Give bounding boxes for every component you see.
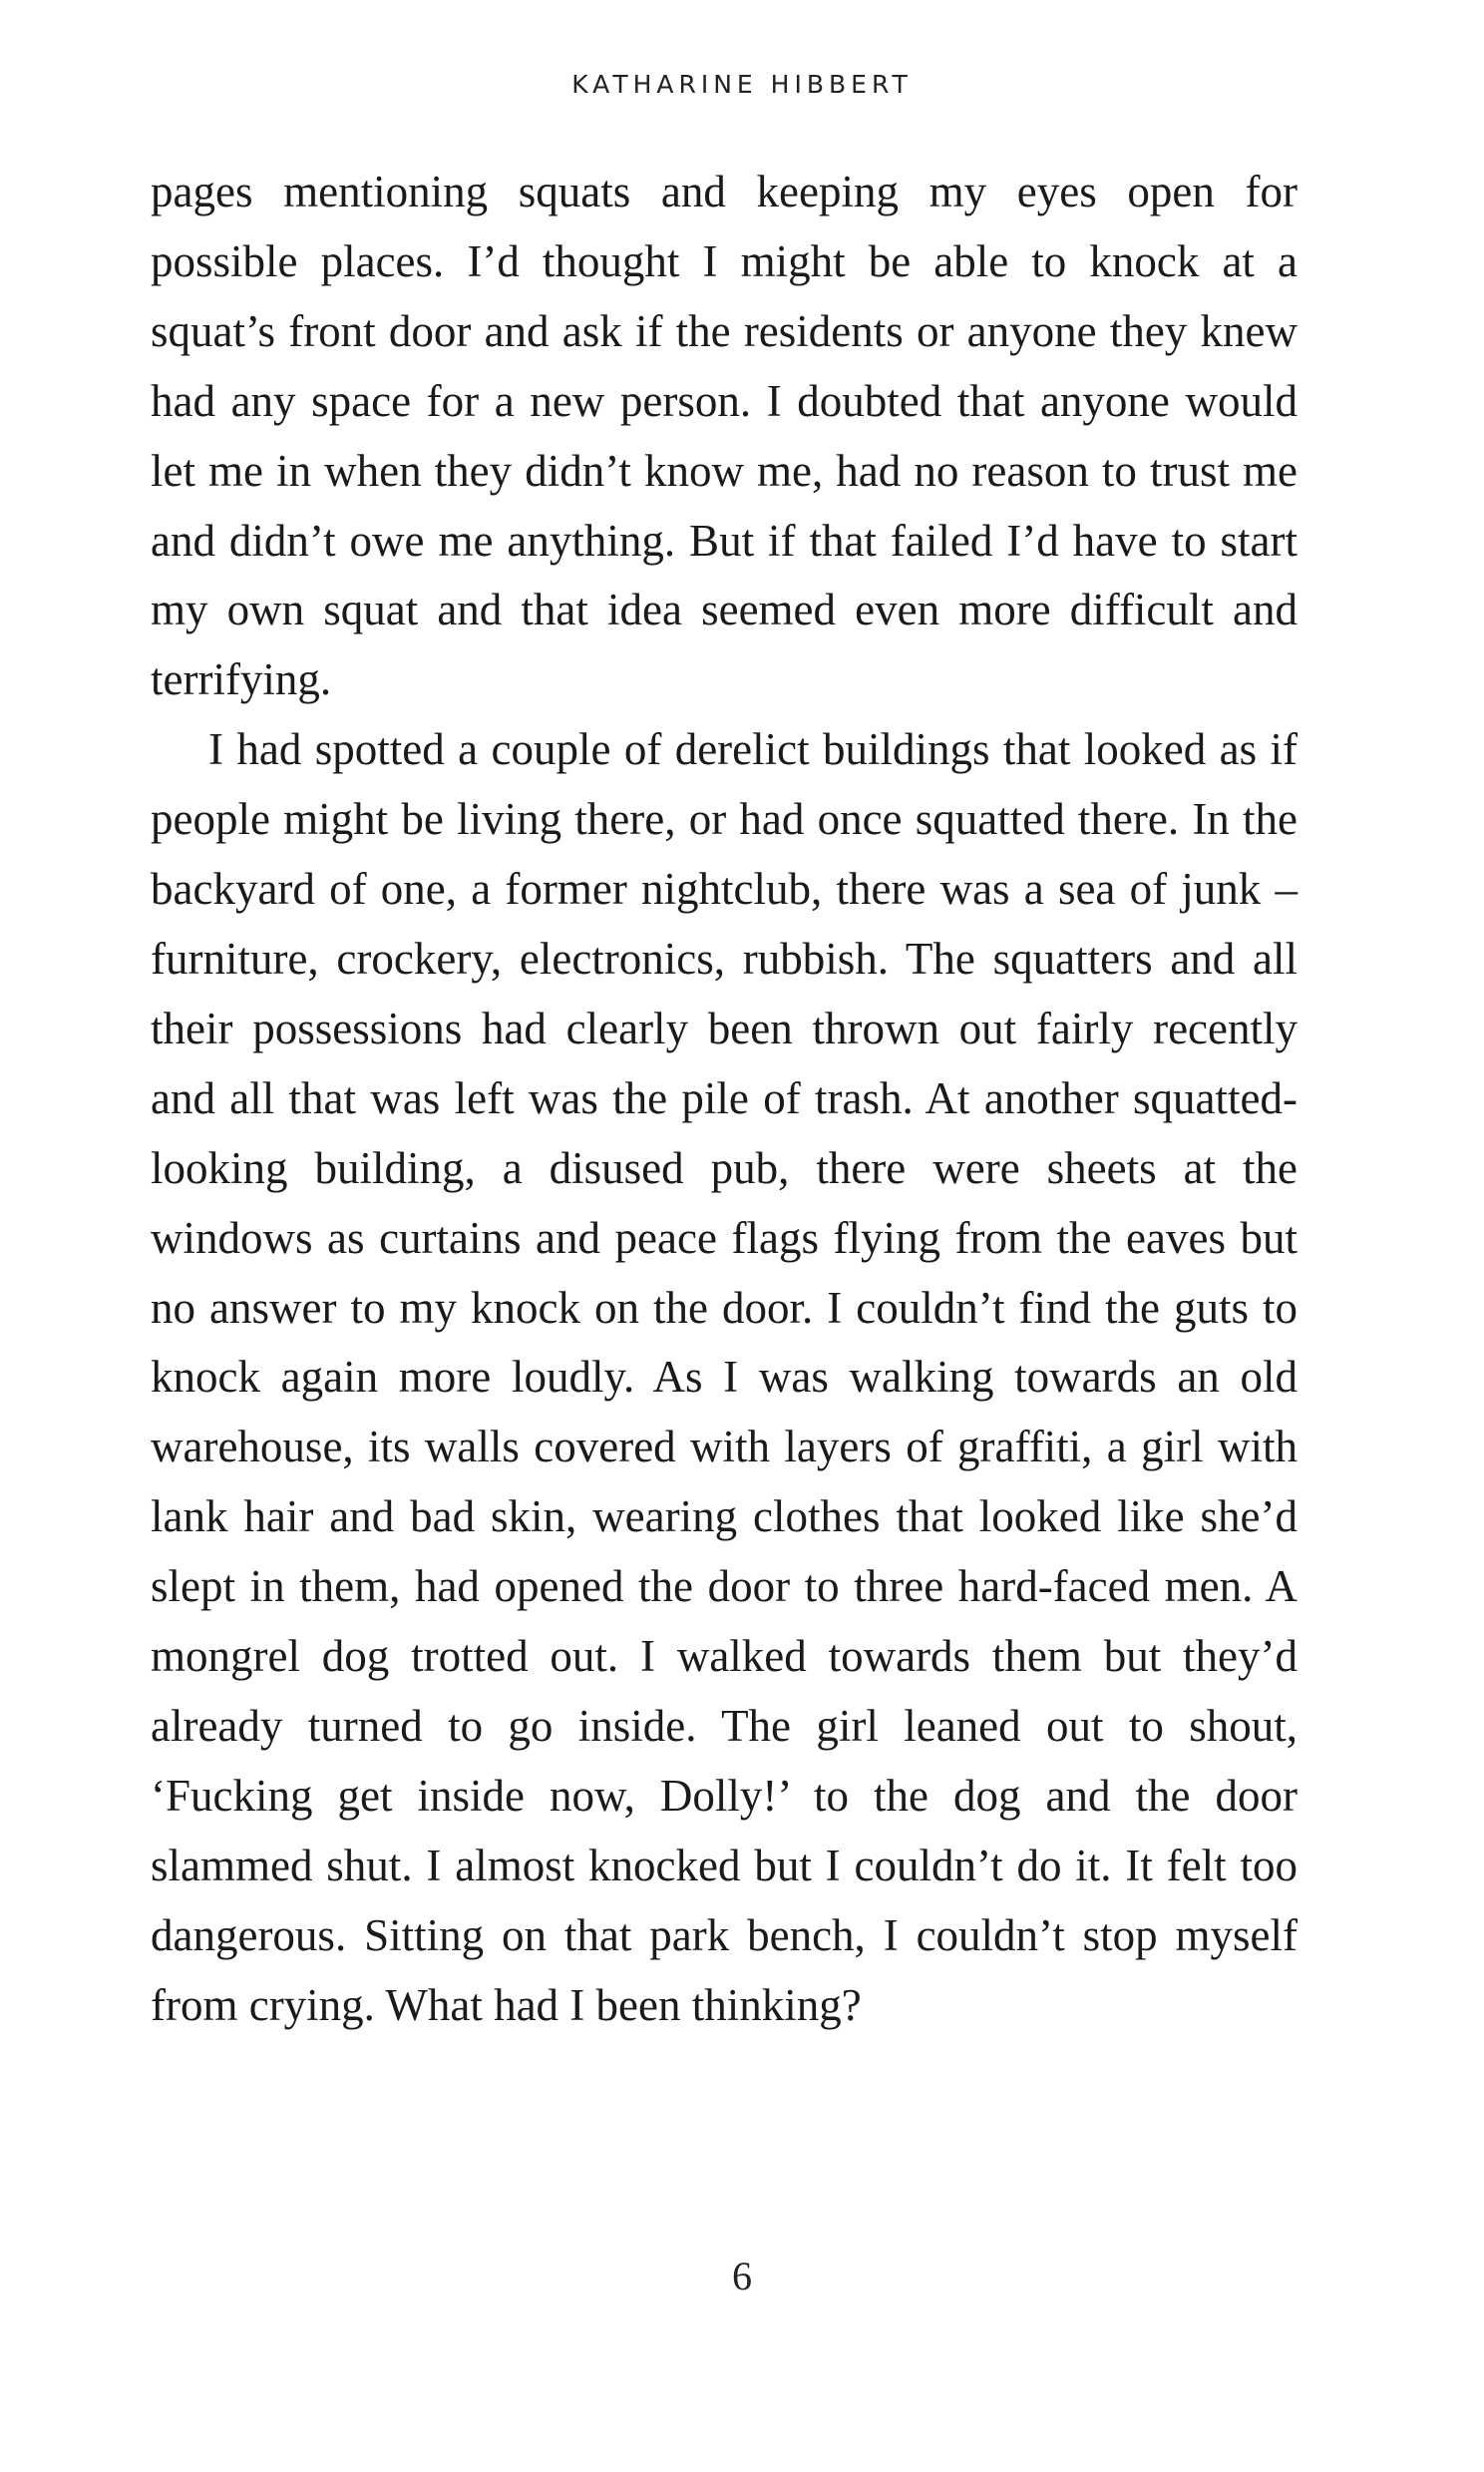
paragraph: I had spotted a couple of derelict buildings that looked as if people might be living there, or had once squatted there. In the backyard of one, a former nightclub, there was a sea of junk – furniture, crockery, electronics, rubbish. The squatters and all their possessions had clearly been thrown out fairly recently and all that was left was the pile of trash. At another squatted-looking building, a disused pub, there were sheets at the windows as curtains and peace flags flying from the eaves but no answer to my knock on the door. I couldn’t find the guts to knock again more loudly. As I was walking towards an old warehouse, its walls covered with layers of graffiti, a girl with lank hair and bad skin, wearing clothes that looked like she’d slept in them, had opened the door to three hard-faced men. A mongrel dog trotted out. I walked towards them but they’d already turned to go inside. The girl leaned out to shout, ‘Fucking get inside now, Dolly!’ to the dog and the door slammed shut. I almost knocked but I couldn’t do it. It felt too dangerous. Sitting on that park bench, I couldn’t stop myself from crying. What had I been thinking?	[151, 724, 1298, 2030]
body-text	[151, 158, 1298, 2040]
running-head: KATHARINE HIBBERT	[571, 70, 913, 99]
paragraph: pages mentioning squats and keeping my eyes open for possible places. I’d thought I might be able to knock at a squat’s front door and ask if the residents or anyone they knew had any space for a new person. I doubted that anyone would let me in when they didn’t know me, had no reason to trust me and didn’t owe me anything. But if that failed I’d have to start my own squat and that idea seemed even more difficult and terrifying.	[151, 167, 1298, 705]
page-number: 6	[732, 2254, 752, 2298]
